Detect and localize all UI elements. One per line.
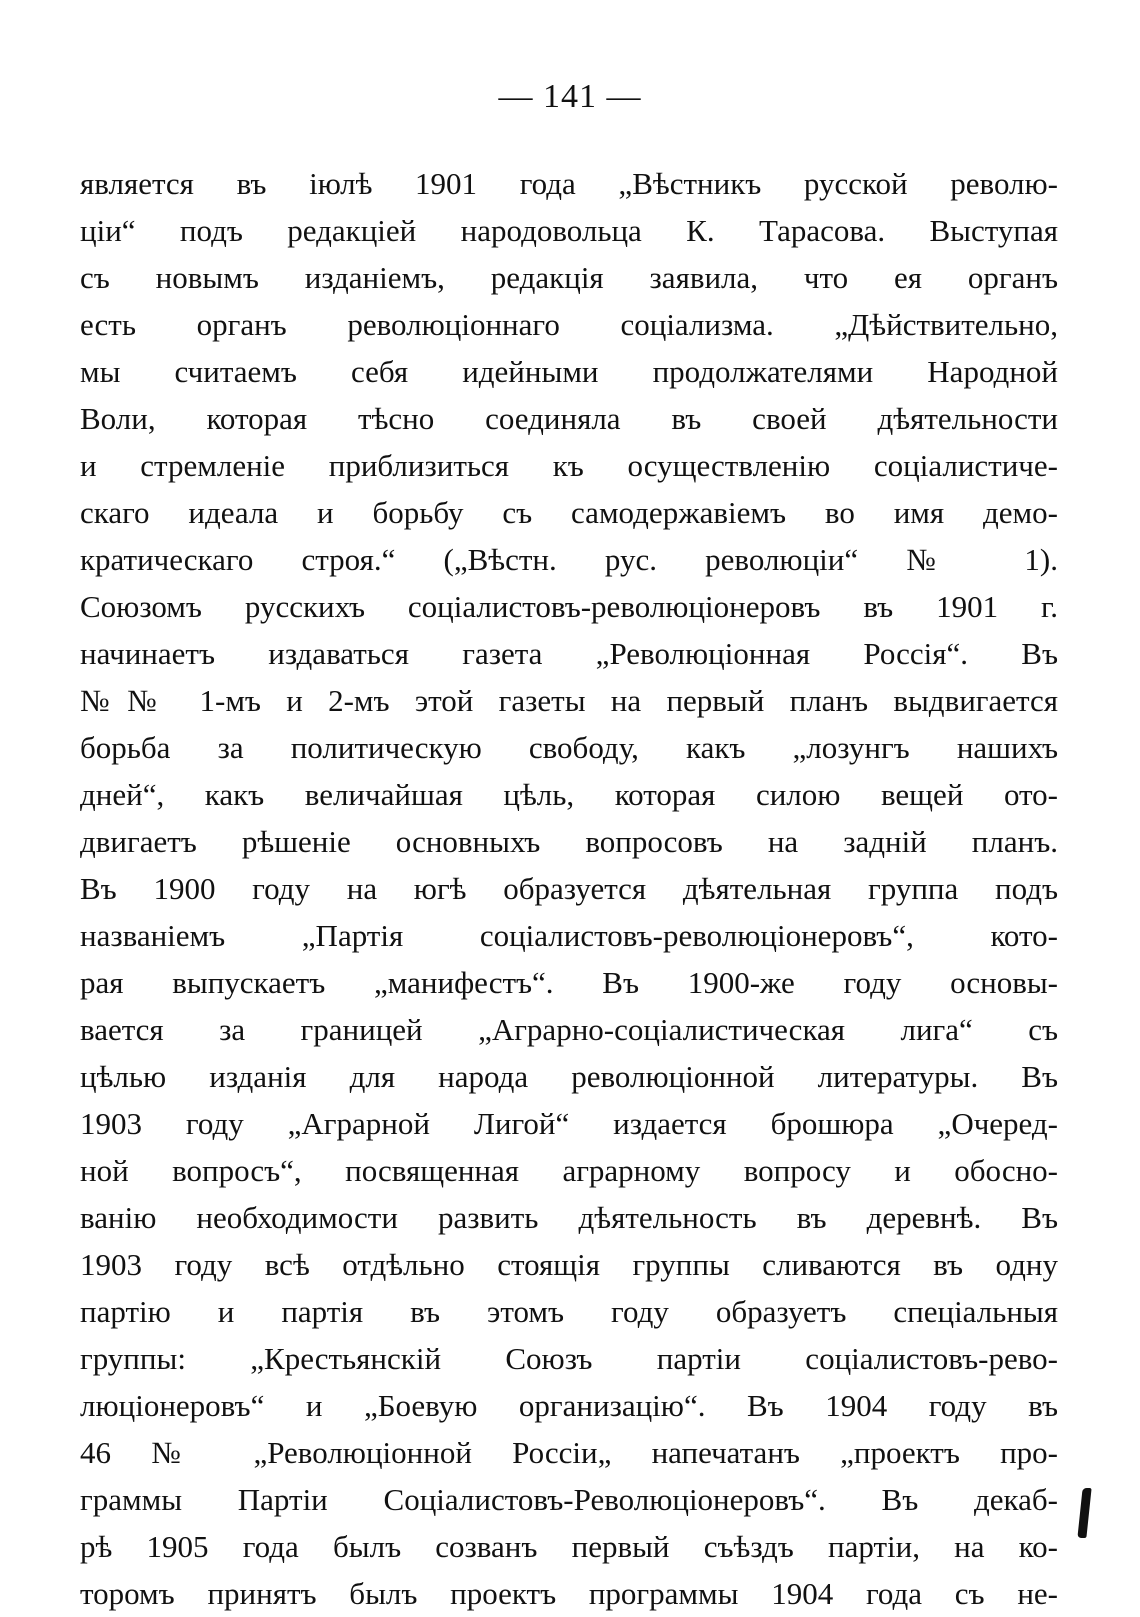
text-line: кратическаго строя.“ („Вѣстн. рус. революціи“ № 1). <box>80 542 1058 577</box>
text-line: двигаетъ рѣшеніе основныхъ вопросовъ на задній планъ. <box>80 824 1058 859</box>
text-line: Союзомъ русскихъ соціалистовъ-революціонеровъ въ 1901 г. <box>80 589 1058 624</box>
text-line: люціонеровъ“ и „Боевую организацію“. Въ 1904 году въ <box>80 1388 1058 1423</box>
text-line: мы считаемъ себя идейными продолжателями Народной <box>80 354 1058 389</box>
text-line: является въ іюлѣ 1901 года „Вѣстникъ русской револю- <box>80 166 1058 201</box>
text-line: рая выпускаетъ „манифестъ“. Въ 1900-же году основы- <box>80 965 1058 1000</box>
text-line: дней“, какъ величайшая цѣль, которая силою вещей ото- <box>80 777 1058 812</box>
text-line: партію и партія въ этомъ году образуетъ спеціальныя <box>80 1294 1058 1329</box>
text-line: 1903 году „Аграрной Лигой“ издается брошюра „Очеред- <box>80 1106 1058 1141</box>
page-number: — 141 — <box>498 78 642 115</box>
text-line: скаго идеала и борьбу съ самодержавіемъ во имя демо- <box>80 495 1058 530</box>
text-line: ванію необходимости развить дѣятельность въ деревнѣ. Въ <box>80 1200 1058 1235</box>
text-line: Въ 1900 году на югѣ образуется дѣятельная группа подъ <box>80 871 1058 906</box>
text-line: борьба за политическую свободу, какъ „лозунгъ нашихъ <box>80 730 1058 765</box>
text-line: 46 № „Революціонной Россіи„ напечатанъ „проектъ про- <box>80 1435 1058 1470</box>
text-line: съ новымъ изданіемъ, редакція заявила, что ея органъ <box>80 260 1058 295</box>
text-line: ной вопросъ“, посвященная аграрному вопросу и обосно- <box>80 1153 1058 1188</box>
text-line: группы: „Крестьянскій Союзъ партіи соціалистовъ-рево- <box>80 1341 1058 1376</box>
text-line: №№ 1-мъ и 2-мъ этой газеты на первый планъ выдвигается <box>80 683 1058 718</box>
text-line: торомъ принятъ былъ проектъ программы 1904 года съ не- <box>80 1576 1058 1611</box>
body-text <box>80 160 1058 1617</box>
text-line: граммы Партіи Соціалистовъ-Революціонеровъ“. Въ декаб- <box>80 1482 1058 1517</box>
text-line: рѣ 1905 года былъ созванъ первый съѣздъ партіи, на ко- <box>80 1529 1058 1564</box>
text-line: и стремленіе приблизиться къ осуществленію соціалистиче- <box>80 448 1058 483</box>
text-line: есть органъ революціоннаго соціализма. „Дѣйствительно, <box>80 307 1058 342</box>
text-line: цѣлью изданія для народа революціонной литературы. Въ <box>80 1059 1058 1094</box>
text-line: 1903 году всѣ отдѣльно стоящія группы сливаются въ одну <box>80 1247 1058 1282</box>
text-line: названіемъ „Партія соціалистовъ-революціонеровъ“, кото- <box>80 918 1058 953</box>
text-line: Воли, которая тѣсно соединяла въ своей дѣятельности <box>80 401 1058 436</box>
text-line: вается за границей „Аграрно-соціалистическая лига“ съ <box>80 1012 1058 1047</box>
text-line: начинаетъ издаваться газета „Революціонная Россія“. Въ <box>80 636 1058 671</box>
text-line: ціи“ подъ редакціей народовольца К. Тарасова. Выступая <box>80 213 1058 248</box>
page-edge-mark <box>1077 1488 1091 1538</box>
